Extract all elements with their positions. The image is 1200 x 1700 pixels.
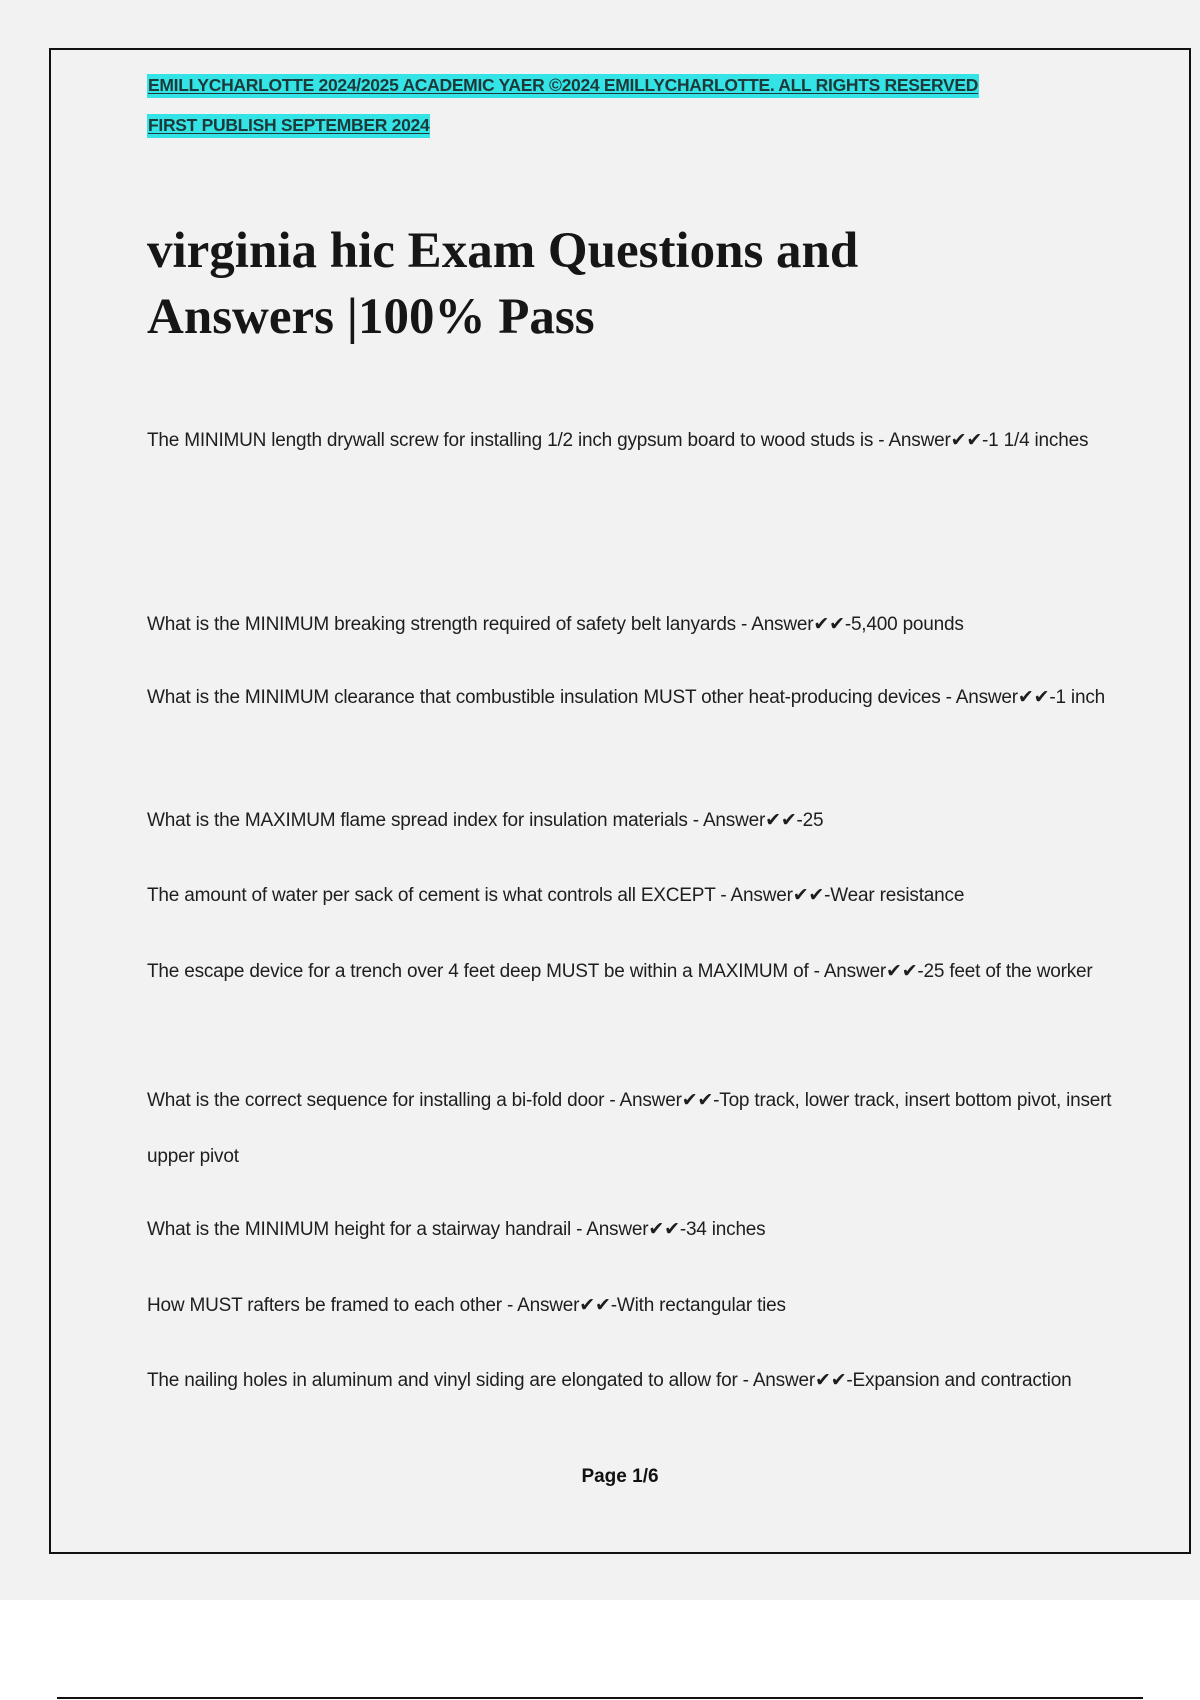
qa-item: The escape device for a trench over 4 feet deep MUST be within a MAXIMUM of - Answer✔✔-25 feet of the worker	[147, 961, 1093, 982]
qa-item: How MUST rafters be framed to each other - Answer✔✔-With rectangular ties	[147, 1295, 786, 1316]
qa-item: The nailing holes in aluminum and vinyl siding are elongated to allow for - Answer✔✔-Expansion and contraction	[147, 1370, 1072, 1391]
document-page	[49, 48, 1191, 1554]
copyright-header: EMILLYCHARLOTTE 2024/2025 ACADEMIC YAER ©2024 EMILLYCHARLOTTE. ALL RIGHTS RESERVED	[147, 74, 979, 98]
document-title: virginia hic Exam Questions and Answers |100% Pass	[147, 223, 859, 345]
qa-item: The amount of water per sack of cement is what controls all EXCEPT - Answer✔✔-Wear resistance	[147, 885, 965, 906]
qa-item: What is the MINIMUM clearance that combustible insulation MUST other heat-producing devices - Answer✔✔-1 inch	[147, 687, 1105, 708]
page-number: Page 1/6	[581, 1466, 659, 1487]
qa-item: What is the MAXIMUM flame spread index for insulation materials - Answer✔✔-25	[147, 810, 824, 831]
qa-item: The MINIMUN length drywall screw for installing 1/2 inch gypsum board to wood studs is - Answer✔✔-1 1/4 inches	[147, 430, 1089, 451]
qa-item: What is the correct sequence for installing a bi-fold door - Answer✔✔-Top track, lower track, insert bottom pivot, insert upper pivot	[147, 1090, 1112, 1167]
publish-date-header: FIRST PUBLISH SEPTEMBER 2024	[147, 114, 430, 138]
page-divider	[57, 1697, 1143, 1699]
qa-item: What is the MINIMUM breaking strength required of safety belt lanyards - Answer✔✔-5,400 pounds	[147, 614, 964, 635]
next-page-preview	[0, 1600, 1200, 1700]
qa-item: What is the MINIMUM height for a stairway handrail - Answer✔✔-34 inches	[147, 1219, 766, 1240]
